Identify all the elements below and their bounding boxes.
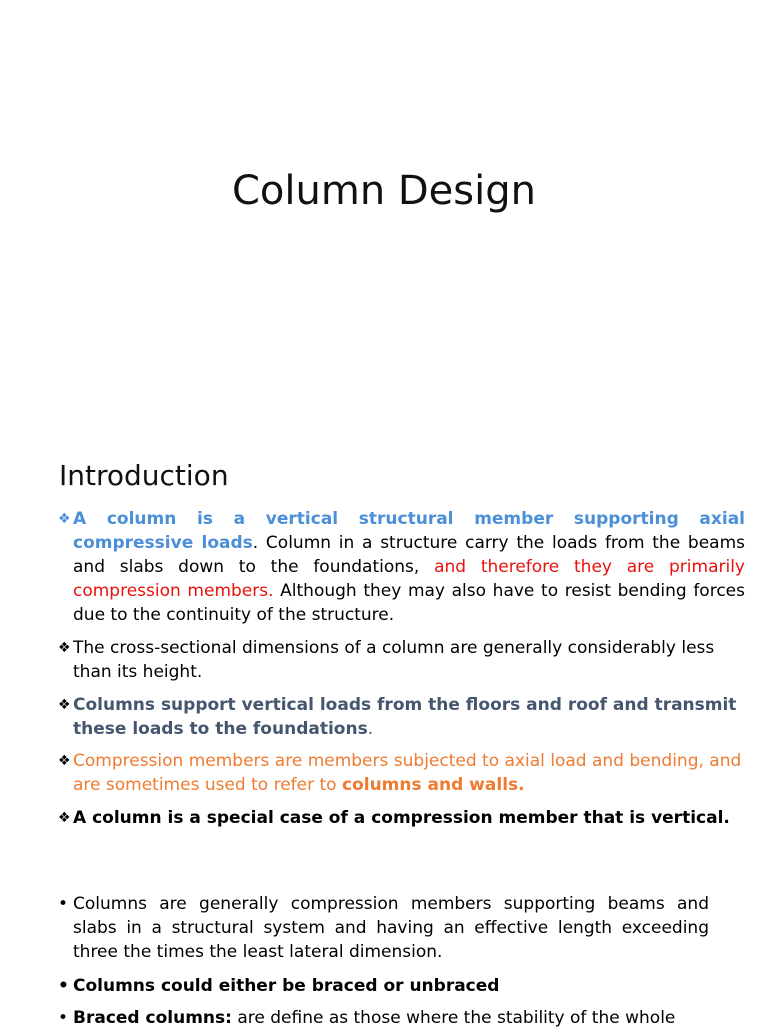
dot-bullet-braced-unbraced xyxy=(58,974,709,998)
bullet-text: The cross-sectional dimensions of a column are generally considerably less than its height. xyxy=(73,638,715,682)
bullet-term-bold: Braced columns: xyxy=(73,1008,232,1028)
bullet-text-orange-bold: columns and walls. xyxy=(341,775,525,795)
bullet-text-navy: Columns support vertical loads from the floors and roof and transmit these loads to the foundations xyxy=(73,695,737,739)
bullet-text: Although they may also have to resist bending forces due to the continuity of the structure. xyxy=(73,581,745,625)
bullet-text-red: and therefore they are primarily compression members. xyxy=(73,557,745,601)
bullet-text-highlight: A column is a vertical structural member supporting axial compressive loads xyxy=(73,509,745,553)
diamond-bullet-icon: ❖ xyxy=(58,640,71,656)
slide-title xyxy=(0,0,768,430)
slide-introduction xyxy=(0,430,768,1028)
bullet-text-bold: Columns could either be braced or unbraced xyxy=(73,976,500,996)
bullet-text-bold: A column is a special case of a compression member that is vertical. xyxy=(73,808,730,828)
dot-bullet-icon: • xyxy=(58,894,69,914)
dot-bullet-columns-general xyxy=(58,892,709,964)
dot-bullet-icon: • xyxy=(58,976,69,996)
bullet-compression-members xyxy=(58,749,745,797)
bullet-text: are define as those where the stability of the whole xyxy=(231,1008,676,1028)
dot-bullet-icon: • xyxy=(58,1008,69,1028)
diamond-bullet-icon: ❖ xyxy=(58,697,71,713)
bullet-text: Columns are generally compression members supporting beams and slabs in a structural system and having an effective length exceeding three the times the least lateral dimension. xyxy=(73,894,709,962)
bullet-special-case xyxy=(58,806,745,830)
bullet-text-period: . xyxy=(367,719,374,739)
bullet-text-orange: Compression members are members subjected to axial load and bending, and are sometimes used to refer to xyxy=(73,751,742,795)
bullet-cross-section xyxy=(58,636,745,684)
section-heading: Introduction xyxy=(59,459,229,492)
bullet-vertical-loads xyxy=(58,693,745,741)
dot-bullet-braced-columns xyxy=(58,1006,709,1030)
diamond-bullet-icon: ❖ xyxy=(58,810,71,826)
diamond-bullet-icon: ❖ xyxy=(58,753,71,769)
bullet-column-definition xyxy=(58,507,745,627)
slide-title-text: Column Design xyxy=(231,168,536,214)
diamond-bullet-icon: ❖ xyxy=(58,511,71,527)
bullet-text: . Column in a structure carry the loads from the beams and slabs down to the foundations, xyxy=(73,533,745,577)
